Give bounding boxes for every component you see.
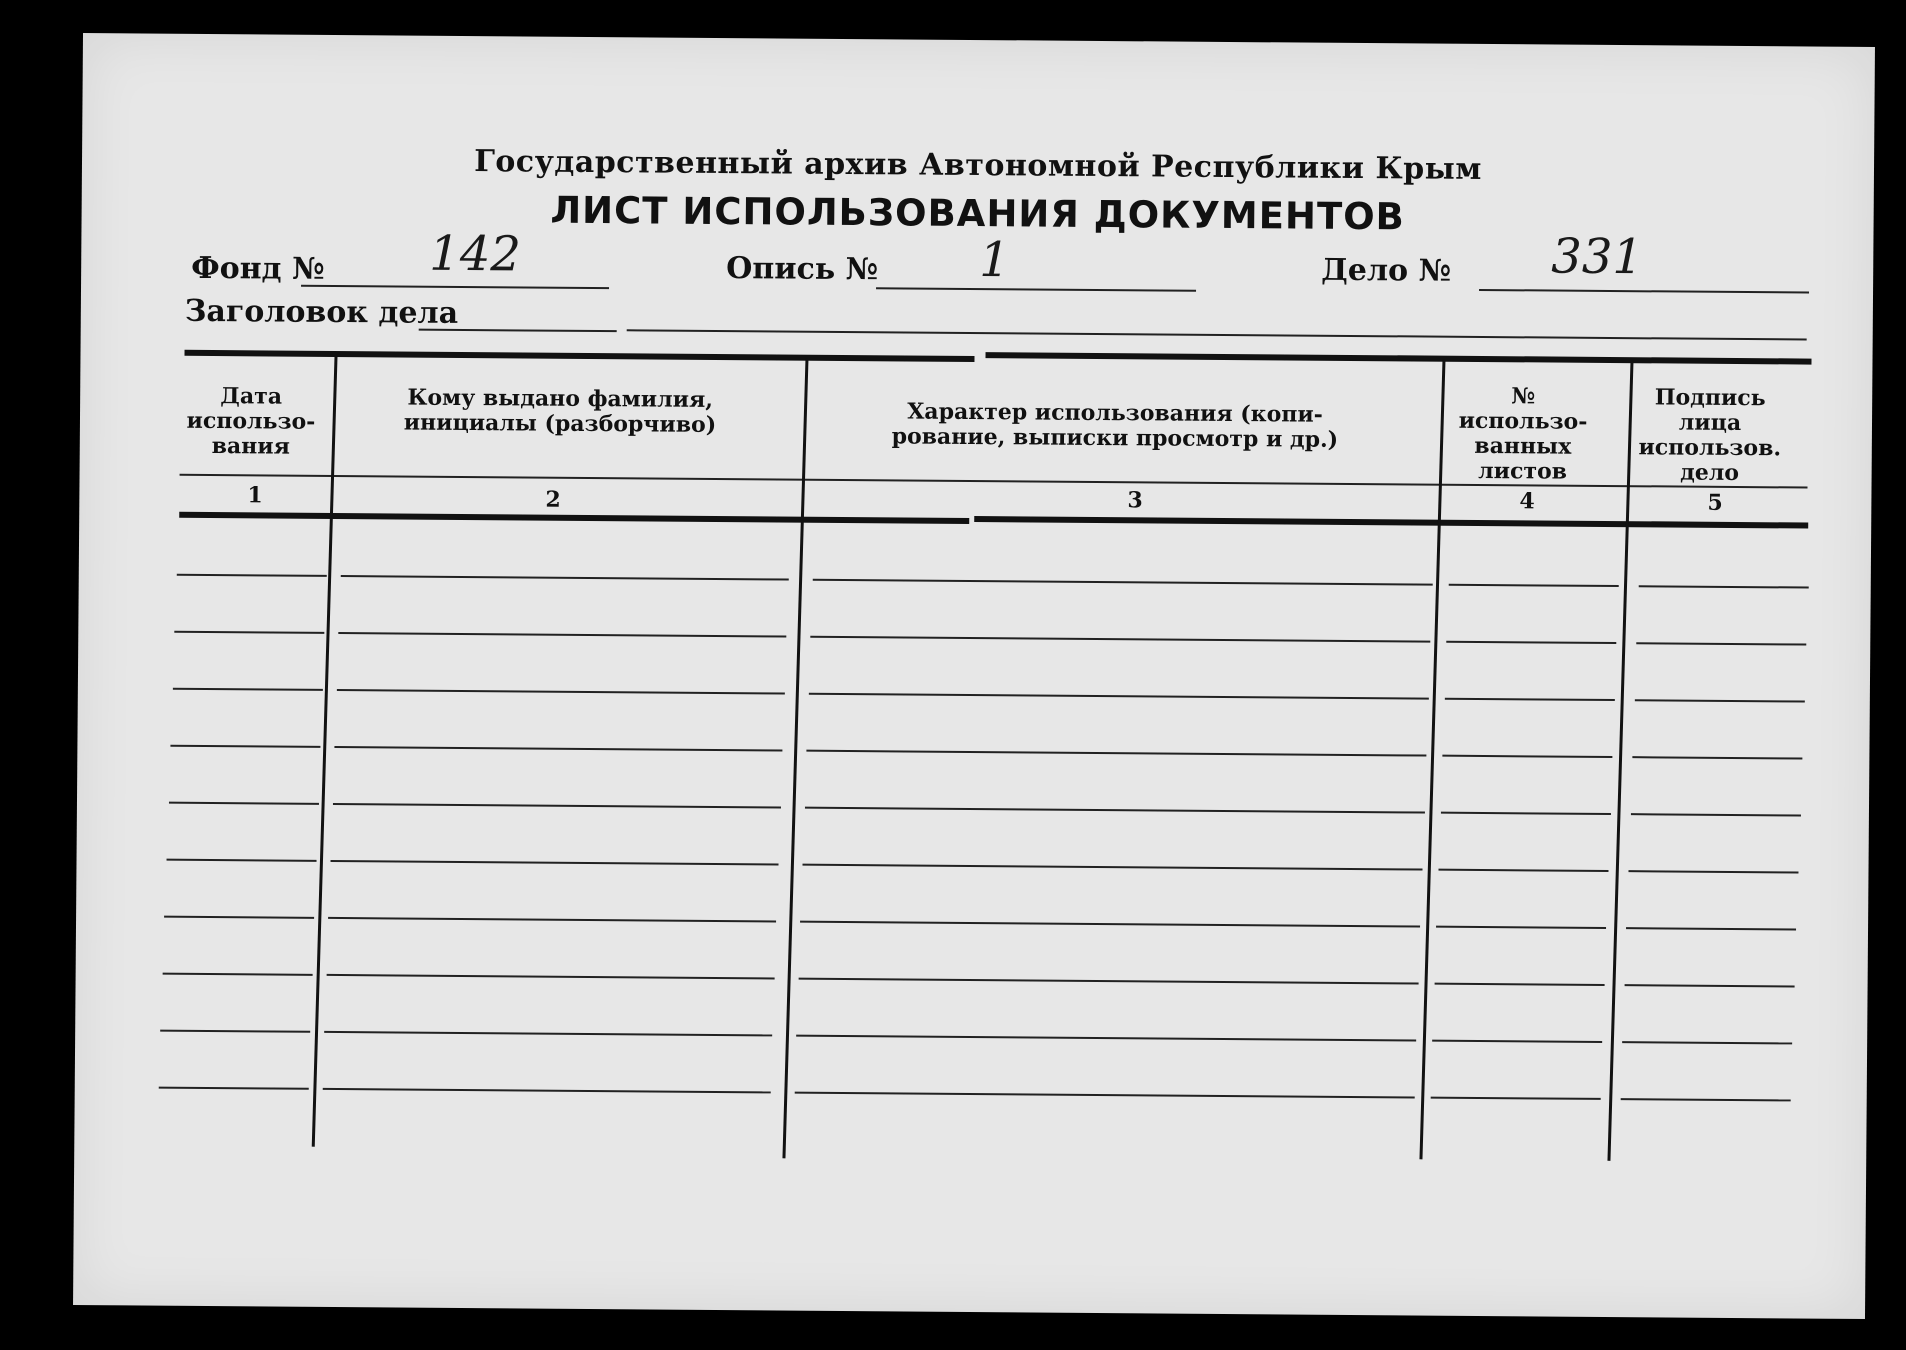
table-row-line: [333, 803, 781, 809]
table-row-line: [1633, 756, 1803, 759]
col2-header: Кому выдано фамилия, инициалы (разборчиво): [403, 384, 717, 438]
table-row-line: [1447, 641, 1617, 644]
table-row-line: [1639, 585, 1809, 588]
table-top-rule-left: [184, 350, 974, 362]
table-row-line: [167, 859, 317, 862]
delo-label: Дело №: [1321, 252, 1452, 289]
table-body: [83, 33, 1875, 47]
table-row-line: [164, 916, 314, 919]
col4-header: № использо-ванных листов: [1458, 383, 1588, 485]
table-row-line: [1637, 642, 1807, 645]
table-row-line: [796, 1035, 1416, 1042]
fond-underline: [301, 285, 609, 289]
table-row-line: [171, 745, 321, 748]
table-row-line: [341, 575, 789, 581]
col2-number: 2: [545, 486, 561, 513]
table-row-line: [1432, 1040, 1602, 1043]
col5-header: Подпись лица использов. дело: [1638, 384, 1782, 487]
col3-header: Характер использования (копи-рование, выписки просмотр и др.): [891, 398, 1339, 453]
opis-label: Опись №: [726, 251, 879, 288]
table-row-line: [1622, 1041, 1792, 1044]
table-row-line: [339, 632, 787, 638]
table-row-line: [809, 693, 1429, 700]
table-row-line: [1628, 870, 1798, 873]
table-row-line: [335, 746, 783, 752]
table-row-line: [162, 973, 312, 976]
table-row-line: [1631, 813, 1801, 816]
table-row-line: [805, 807, 1425, 814]
case-title-underline-1: [419, 329, 617, 333]
table-row-line: [1449, 584, 1619, 587]
fond-value[interactable]: 142: [429, 225, 522, 283]
table-row-line: [328, 917, 776, 923]
table-row-line: [1635, 699, 1805, 702]
table-row-line: [173, 688, 323, 691]
col3-number: 3: [1127, 487, 1143, 514]
form-title: ЛИСТ ИСПОЛЬЗОВАНИЯ ДОКУМЕНТОВ: [550, 188, 1406, 239]
fond-label: Фонд №: [191, 250, 325, 287]
table-row-line: [1434, 983, 1604, 986]
col1-number: 1: [247, 482, 263, 509]
archive-name: Государственный архив Автономной Республики Крым: [474, 144, 1482, 187]
col5-number: 5: [1707, 489, 1723, 516]
table-row-line: [337, 689, 785, 695]
table-row-line: [322, 1088, 770, 1094]
table-row-line: [1430, 1097, 1600, 1100]
table-row-line: [813, 579, 1433, 586]
numbers-rule-right: [974, 516, 1808, 529]
col4-number: 4: [1519, 488, 1535, 515]
form-sheet: [73, 33, 1875, 1319]
table-row-line: [803, 864, 1423, 871]
delo-value[interactable]: 331: [1551, 228, 1644, 286]
table-top-rule-right: [985, 352, 1811, 364]
opis-value[interactable]: 1: [979, 232, 1011, 289]
table-row-line: [158, 1087, 308, 1090]
case-title-label: Заголовок дела: [184, 293, 459, 331]
table-row-line: [160, 1030, 310, 1033]
table-row-line: [326, 974, 774, 980]
opis-underline: [876, 287, 1196, 292]
table-row-line: [1441, 812, 1611, 815]
numbers-rule-left: [179, 512, 969, 524]
table-row-line: [1445, 698, 1615, 701]
table-row-line: [807, 750, 1427, 757]
table-row-line: [331, 860, 779, 866]
table-row-line: [1436, 926, 1606, 929]
table-row-line: [794, 1092, 1414, 1099]
case-title-underline-2: [627, 329, 1807, 340]
table-row-line: [1624, 984, 1794, 987]
delo-underline: [1479, 289, 1809, 294]
table-row-line: [800, 921, 1420, 928]
table-row-line: [1626, 927, 1796, 930]
table-row-line: [1443, 755, 1613, 758]
table-row-line: [1438, 869, 1608, 872]
table-row-line: [324, 1031, 772, 1037]
col1-header: Дата использо-вания: [186, 383, 316, 460]
table-row-line: [177, 574, 327, 577]
table-row-line: [175, 631, 325, 634]
table-row-line: [798, 978, 1418, 985]
table-row-line: [811, 636, 1431, 643]
table-row-line: [169, 802, 319, 805]
table-row-line: [1620, 1098, 1790, 1101]
